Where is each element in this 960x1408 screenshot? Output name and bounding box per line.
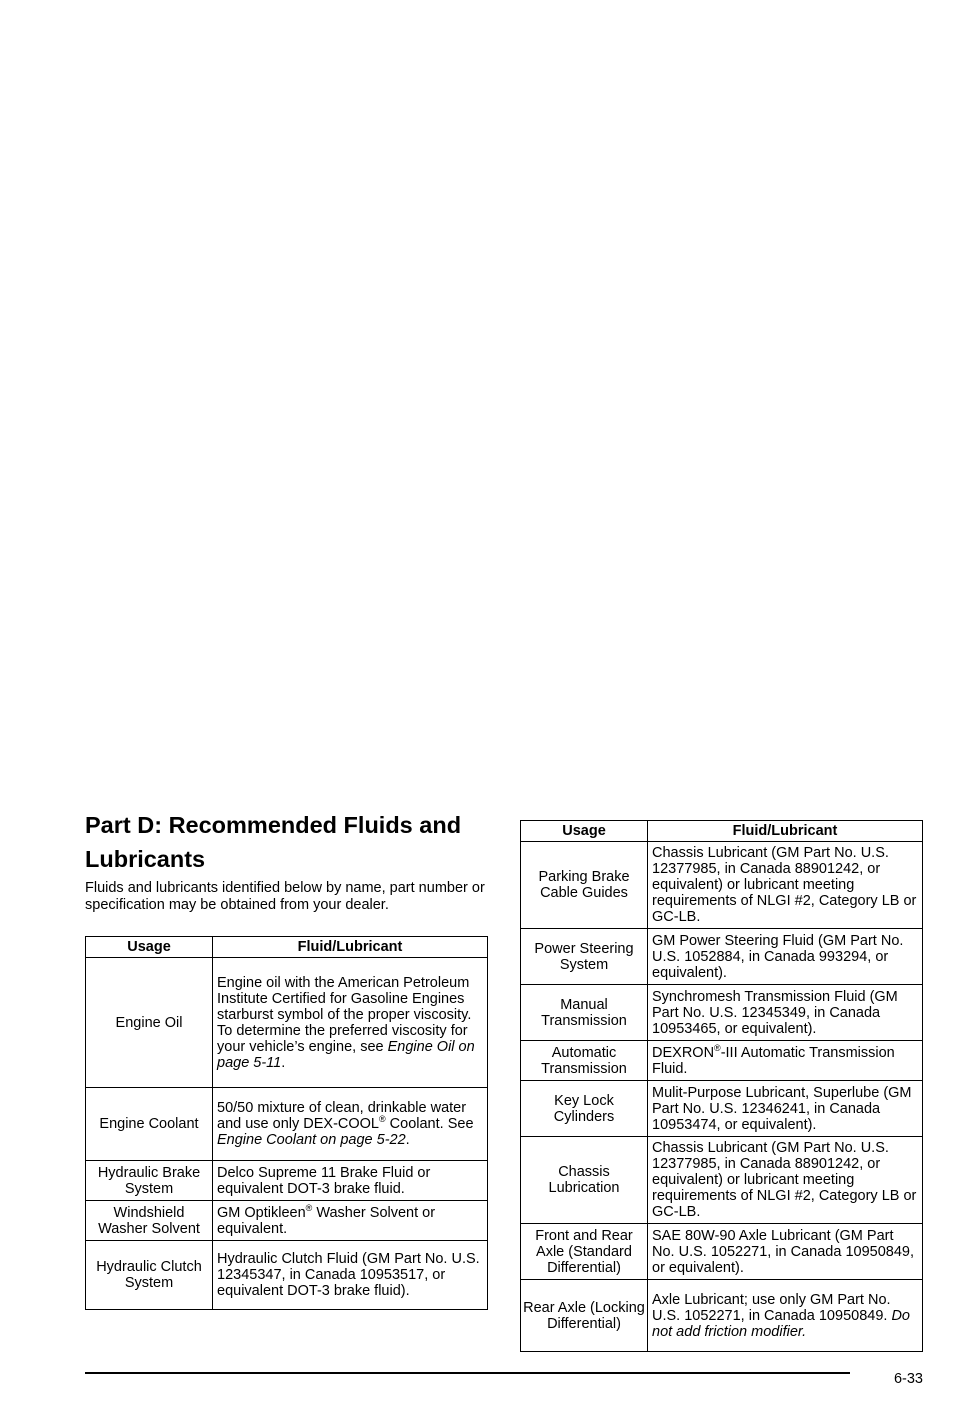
usage-cell: Manual Transmission bbox=[521, 985, 648, 1041]
table-row bbox=[521, 842, 923, 929]
usage-cell: Automatic Transmission bbox=[521, 1041, 648, 1081]
fluid-cell: Hydraulic Clutch Fluid (GM Part No. U.S. 12345347, in Canada 10953517, or equivalent DOT-3 brake fluid). bbox=[213, 1241, 488, 1310]
fluid-text-end: . bbox=[405, 1132, 410, 1148]
fluid-cell: SAE 80W-90 Axle Lubricant (GM Part No. U.S. 1052271, in Canada 10950849, or equivalent). bbox=[648, 1224, 923, 1280]
fluid-text: 50/50 mixture of clean, drinkable water and use only DEX-COOL bbox=[217, 1100, 467, 1132]
usage-cell: Engine Oil bbox=[86, 958, 213, 1088]
fluids-table-right bbox=[520, 820, 923, 1352]
fluid-cell: GM Power Steering Fluid (GM Part No. U.S. 1052884, in Canada 993294, or equivalent). bbox=[648, 929, 923, 985]
fluid-text-end: . bbox=[281, 1054, 286, 1071]
page-number: 6-33 bbox=[893, 1371, 923, 1387]
table-header-row bbox=[521, 821, 923, 842]
page-title bbox=[85, 808, 485, 876]
table-header-row bbox=[86, 937, 488, 958]
footer-rule bbox=[85, 1372, 850, 1374]
fluid-cell bbox=[648, 1041, 923, 1081]
table-row bbox=[86, 1161, 488, 1201]
table-row bbox=[86, 1201, 488, 1241]
fluid-cell bbox=[648, 1280, 923, 1352]
intro-paragraph: Fluids and lubricants identified below by name, part number or specification may be obtained from your dealer. bbox=[85, 880, 485, 913]
table-row bbox=[86, 958, 488, 1088]
page-title-line-2: Lubricants bbox=[85, 846, 206, 872]
table-row bbox=[521, 929, 923, 985]
fluid-text-cont: Coolant. See bbox=[385, 1116, 474, 1132]
fluid-cell bbox=[213, 1201, 488, 1241]
table-row bbox=[521, 1224, 923, 1280]
usage-cell: Power Steering System bbox=[521, 929, 648, 985]
table-row bbox=[86, 1088, 488, 1161]
fluid-cell: Mulit-Purpose Lubricant, Superlube (GM Part No. U.S. 12346241, in Canada 10953474, or equivalent). bbox=[648, 1081, 923, 1137]
fluid-cell: Chassis Lubricant (GM Part No. U.S. 12377985, in Canada 88901242, or equivalent) or lubricant meeting requirements of NLGI #2, Category LB or GC-LB. bbox=[648, 1137, 923, 1224]
fluid-text: GM Optikleen bbox=[217, 1204, 306, 1221]
table-row bbox=[86, 1241, 488, 1310]
fluid-text: Axle Lubricant; use only GM Part No. U.S. 1052271, in Canada 10950849. bbox=[652, 1291, 892, 1324]
usage-cell: Key Lock Cylinders bbox=[521, 1081, 648, 1137]
fluid-text-cont: -III Automatic Transmission Fluid. bbox=[652, 1044, 895, 1077]
fluid-text: Engine oil with the American Petroleum Institute Certified for Gasoline Engines starburst symbol of the proper viscosity. To determine the preferred viscosity for your vehicle’s engine, see bbox=[217, 974, 472, 1055]
table-row bbox=[521, 985, 923, 1041]
usage-cell: Parking Brake Cable Guides bbox=[521, 842, 648, 929]
fluid-cell bbox=[213, 958, 488, 1088]
table-row bbox=[521, 1081, 923, 1137]
caution-note: Do not add friction modifier. bbox=[652, 1307, 910, 1340]
table-row bbox=[521, 1137, 923, 1224]
fluid-cell: Synchromesh Transmission Fluid (GM Part No. U.S. 12345349, in Canada 10953465, or equivalent). bbox=[648, 985, 923, 1041]
registered-mark: ® bbox=[714, 1042, 721, 1053]
registered-mark: ® bbox=[379, 1114, 386, 1125]
usage-column-header: Usage bbox=[86, 937, 213, 958]
fluid-cell bbox=[213, 1088, 488, 1161]
usage-cell: Rear Axle (Locking Differential) bbox=[521, 1280, 648, 1352]
usage-cell: Engine Coolant bbox=[86, 1088, 213, 1161]
fluid-column-header: Fluid/Lubricant bbox=[213, 937, 488, 958]
table-row bbox=[521, 1280, 923, 1352]
fluid-cell: Delco Supreme 11 Brake Fluid or equivalent DOT-3 brake fluid. bbox=[213, 1161, 488, 1201]
usage-cell: Front and Rear Axle (Standard Differential) bbox=[521, 1224, 648, 1280]
usage-cell: Windshield Washer Solvent bbox=[86, 1201, 213, 1241]
page-title-line-1: Part D: Recommended Fluids and bbox=[85, 812, 462, 838]
page-reference: Engine Coolant on page 5-22 bbox=[217, 1132, 406, 1148]
fluid-cell: Chassis Lubricant (GM Part No. U.S. 12377985, in Canada 88901242, or equivalent) or lubricant meeting requirements of NLGI #2, Category LB or GC-LB. bbox=[648, 842, 923, 929]
fluid-column-header: Fluid/Lubricant bbox=[648, 821, 923, 842]
usage-column-header: Usage bbox=[521, 821, 648, 842]
usage-cell: Hydraulic Brake System bbox=[86, 1161, 213, 1201]
registered-mark: ® bbox=[305, 1202, 313, 1213]
usage-cell: Hydraulic Clutch System bbox=[86, 1241, 213, 1310]
fluid-text: DEXRON bbox=[652, 1044, 715, 1061]
fluid-text-cont: Washer Solvent or equivalent. bbox=[217, 1204, 436, 1237]
usage-cell: Chassis Lubrication bbox=[521, 1137, 648, 1224]
table-row bbox=[521, 1041, 923, 1081]
page-reference: Engine Oil on page 5-11 bbox=[217, 1038, 475, 1071]
fluids-table-left bbox=[85, 936, 488, 1310]
